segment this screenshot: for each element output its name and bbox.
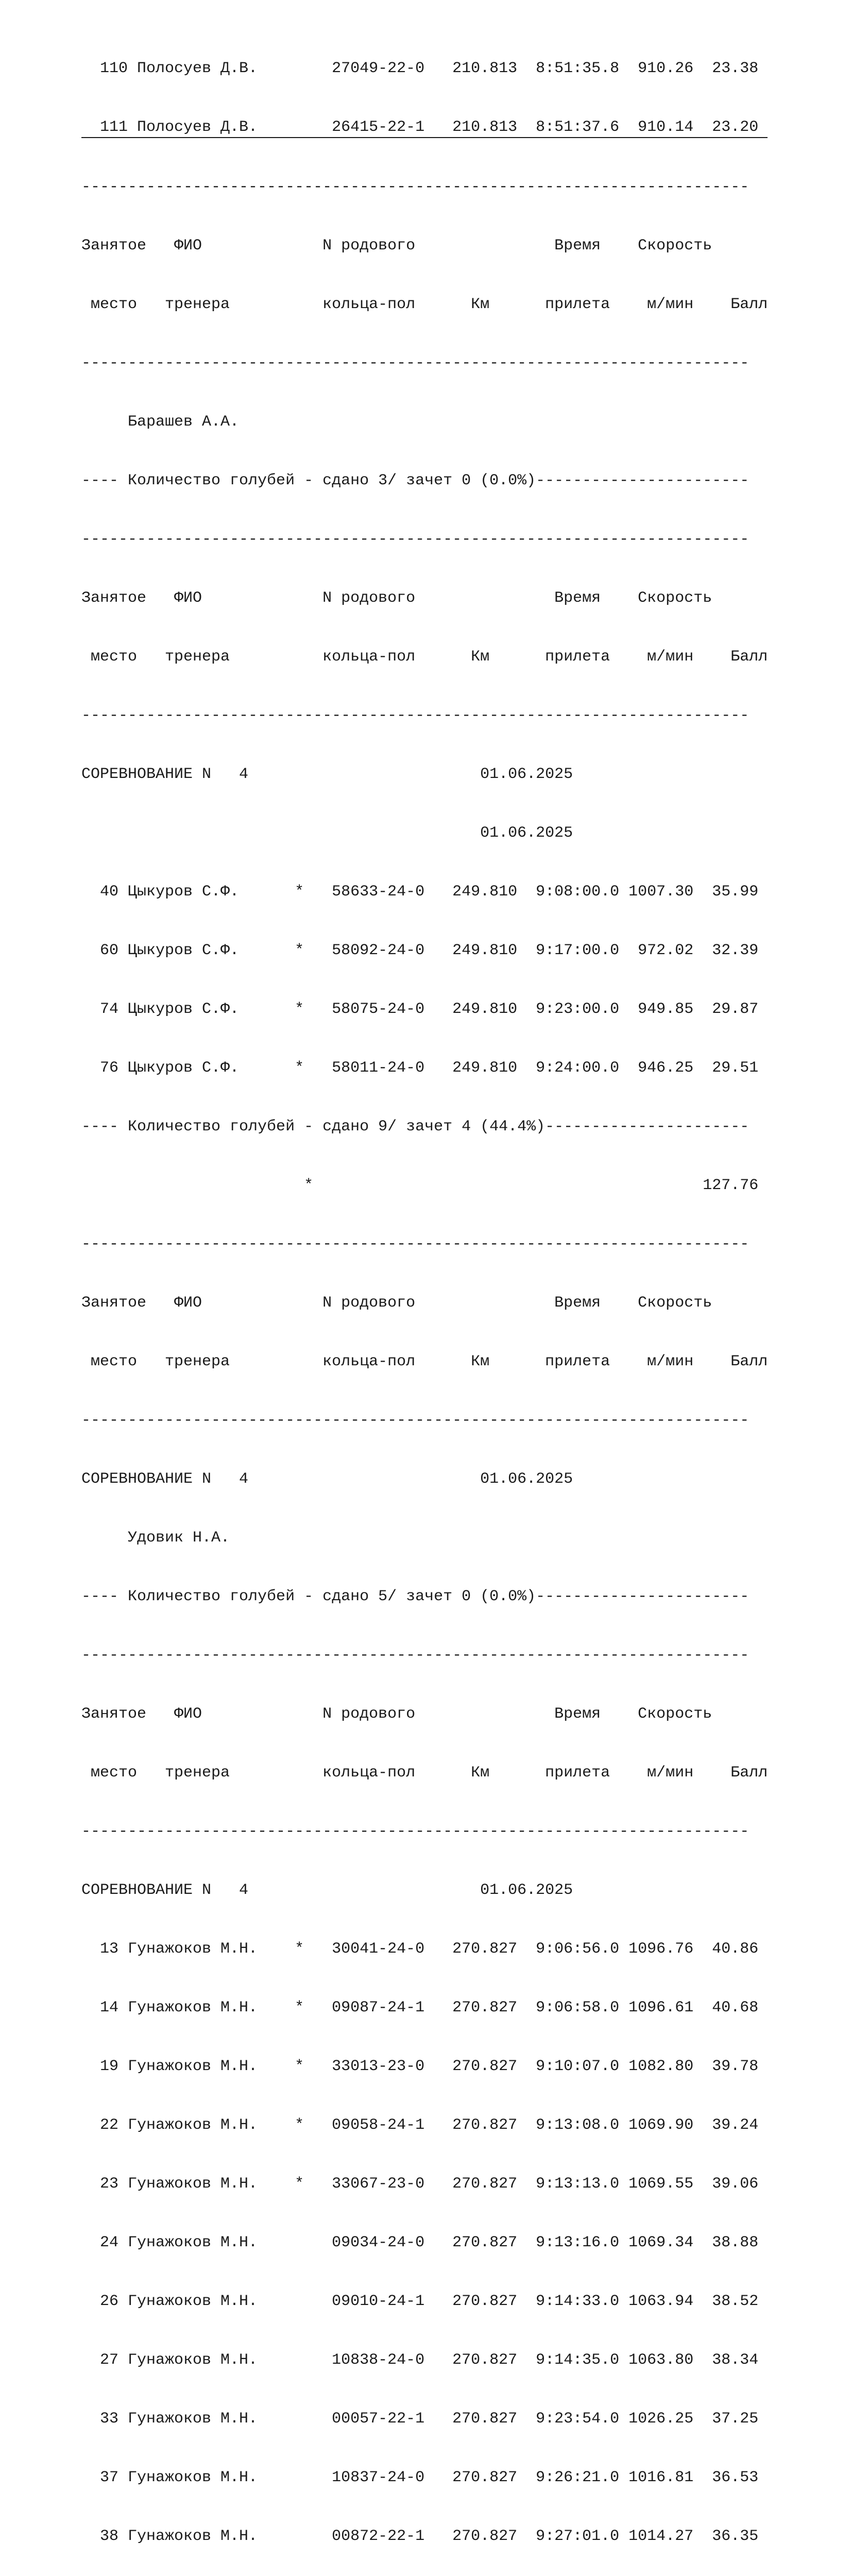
pigeon-count-summary: ---- Количество голубей - сдано 5/ зачет 0 (0.0%)-----------------------: [81, 1588, 749, 1605]
competition-date: 01.06.2025: [81, 824, 573, 842]
column-header: место тренера кольца-пол Км прилета м/мин Балл: [81, 296, 768, 313]
trainer-name: Барашев А.А.: [81, 413, 240, 431]
competition-heading: СОРЕВНОВАНИЕ N 4 01.06.2025: [81, 1882, 573, 1899]
pigeon-count-summary: ---- Количество голубей - сдано 9/ зачет 4 (44.4%)----------------------: [81, 1118, 749, 1136]
result-row: 19 Гунажоков М.Н. * 33013-23-0 270.827 9:10:07.0 1082.80 39.78: [81, 2058, 759, 2075]
competition-heading: СОРЕВНОВАНИЕ N 4 01.06.2025: [81, 766, 573, 783]
result-row: 40 Цыкуров С.Ф. * 58633-24-0 249.810 9:08:00.0 1007.30 35.99: [81, 883, 759, 901]
result-row: 38 Гунажоков М.Н. 00872-22-1 270.827 9:27:01.0 1014.27 36.35: [81, 2528, 759, 2545]
trainer-name: Удовик Н.А.: [81, 1529, 230, 1547]
result-row: 33 Гунажоков М.Н. 00057-22-1 270.827 9:23:54.0 1026.25 37.25: [81, 2410, 759, 2428]
result-row: 110 Полосуев Д.В. 27049-22-0 210.813 8:51:35.8 910.26 23.38: [81, 60, 759, 77]
separator-line: ------------------------------------------------------------------------: [81, 707, 749, 724]
column-header: Занятое ФИО N родового Время Скорость: [81, 1294, 712, 1312]
separator-line: ------------------------------------------------------------------------: [81, 178, 749, 196]
separator-line: ------------------------------------------------------------------------: [81, 1647, 749, 1664]
pigeon-count-summary: ---- Количество голубей - сдано 3/ зачет 0 (0.0%)-----------------------: [81, 472, 749, 489]
result-row: 60 Цыкуров С.Ф. * 58092-24-0 249.810 9:17:00.0 972.02 32.39: [81, 942, 759, 959]
result-row: 27 Гунажоков М.Н. 10838-24-0 270.827 9:14:35.0 1063.80 38.34: [81, 2351, 759, 2369]
column-header: Занятое ФИО N родового Время Скорость: [81, 1705, 712, 1723]
result-row: 22 Гунажоков М.Н. * 09058-24-1 270.827 9:13:08.0 1069.90 39.24: [81, 2116, 759, 2134]
result-row: 111 Полосуев Д.В. 26415-22-1 210.813 8:51:37.6 910.14 23.20: [81, 117, 768, 138]
separator-line: ------------------------------------------------------------------------: [81, 1235, 749, 1253]
separator-line: ------------------------------------------------------------------------: [81, 1823, 749, 1840]
result-row: 74 Цыкуров С.Ф. * 58075-24-0 249.810 9:23:00.0 949.85 29.87: [81, 1001, 759, 1018]
separator-line: ------------------------------------------------------------------------: [81, 1412, 749, 1429]
separator-line: ------------------------------------------------------------------------: [81, 531, 749, 548]
column-header: место тренера кольца-пол Км прилета м/мин Балл: [81, 648, 768, 666]
column-header: место тренера кольца-пол Км прилета м/мин Балл: [81, 1353, 768, 1370]
result-row: 13 Гунажоков М.Н. * 30041-24-0 270.827 9:06:56.0 1096.76 40.86: [81, 1940, 759, 1958]
separator-line: ------------------------------------------------------------------------: [81, 354, 749, 372]
result-row: 14 Гунажоков М.Н. * 09087-24-1 270.827 9:06:58.0 1096.61 40.68: [81, 1999, 759, 2016]
result-row: 26 Гунажоков М.Н. 09010-24-1 270.827 9:14:33.0 1063.94 38.52: [81, 2293, 759, 2310]
column-header: Занятое ФИО N родового Время Скорость: [81, 589, 712, 607]
column-header: место тренера кольца-пол Км прилета м/мин Балл: [81, 1764, 768, 1782]
points-total: * 127.76: [81, 1177, 759, 1194]
result-row: 37 Гунажоков М.Н. 10837-24-0 270.827 9:26:21.0 1016.81 36.53: [81, 2469, 759, 2486]
column-header: Занятое ФИО N родового Время Скорость: [81, 237, 712, 255]
competition-heading: СОРЕВНОВАНИЕ N 4 01.06.2025: [81, 1470, 573, 1488]
result-row: 24 Гунажоков М.Н. 09034-24-0 270.827 9:13:16.0 1069.34 38.88: [81, 2234, 759, 2251]
result-row: 23 Гунажоков М.Н. * 33067-23-0 270.827 9:13:13.0 1069.55 39.06: [81, 2175, 759, 2193]
result-row: 76 Цыкуров С.Ф. * 58011-24-0 249.810 9:24:00.0 946.25 29.51: [81, 1059, 759, 1077]
results-document: [81, 20, 768, 2576]
